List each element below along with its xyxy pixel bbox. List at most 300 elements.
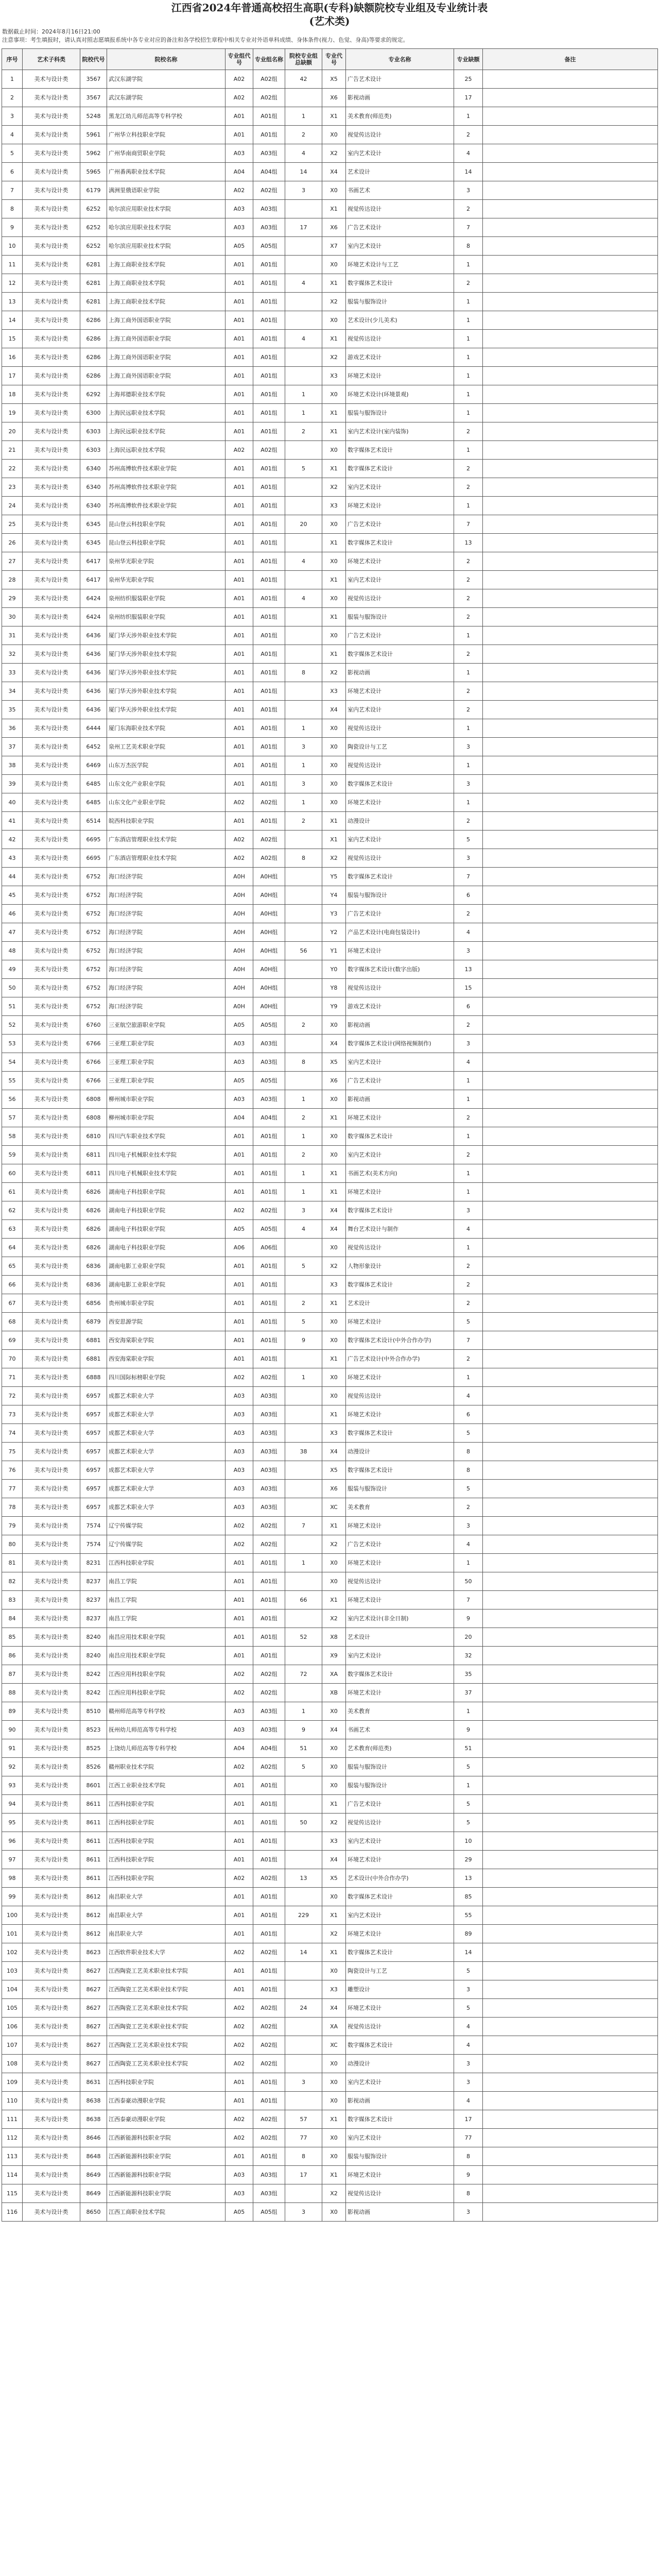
cell-col-art-subcategory: 美术与设计类	[23, 2166, 80, 2184]
cell-col-major-code: X3	[322, 682, 346, 701]
cell-col-school-code: 6808	[80, 1090, 107, 1109]
cell-col-index: 9	[2, 218, 23, 237]
cell-col-major-vacancy: 1	[454, 1239, 483, 1257]
table-row	[2, 126, 658, 144]
cell-col-group-code: A01	[226, 812, 253, 831]
table-row	[2, 979, 658, 997]
cell-col-major-name: 环境艺术设计	[346, 1925, 454, 1943]
cell-col-major-name: 环境艺术设计	[346, 1851, 454, 1869]
cell-col-school-code: 6752	[80, 905, 107, 923]
cell-col-school-name: 皖西科技职业学院	[107, 812, 226, 831]
cell-col-major-code: X2	[322, 478, 346, 497]
cell-col-school-code: 3567	[80, 89, 107, 107]
cell-col-group-vacancy	[285, 293, 322, 311]
cell-col-group-name: A05组	[253, 1220, 285, 1239]
table-row	[2, 1257, 658, 1276]
cell-col-school-code: 8627	[80, 2036, 107, 2055]
cell-col-group-vacancy	[285, 348, 322, 367]
cell-col-group-code: A01	[226, 1795, 253, 1814]
cell-col-school-code: 6281	[80, 274, 107, 293]
cell-col-art-subcategory: 美术与设计类	[23, 1851, 80, 1869]
cell-col-major-name: 数字媒体艺术设计(中外合作办学)	[346, 1331, 454, 1350]
cell-col-group-vacancy: 2	[285, 1294, 322, 1313]
cell-col-art-subcategory: 美术与设计类	[23, 589, 80, 608]
cell-col-major-vacancy: 3	[454, 738, 483, 756]
cell-col-major-name: 服装与服饰设计	[346, 2147, 454, 2166]
cell-col-school-name: 西安思源学院	[107, 1313, 226, 1331]
cell-col-group-code: A01	[226, 1294, 253, 1313]
table-row	[2, 1350, 658, 1368]
cell-col-art-subcategory: 美术与设计类	[23, 404, 80, 422]
cell-col-group-vacancy: 1	[285, 1702, 322, 1721]
cell-col-index: 110	[2, 2092, 23, 2110]
cell-col-group-code: A0H	[226, 960, 253, 979]
cell-col-major-vacancy: 2	[454, 571, 483, 589]
cell-col-art-subcategory: 美术与设计类	[23, 849, 80, 868]
cell-col-group-name: A03组	[253, 200, 285, 218]
cell-col-major-code: X0	[322, 181, 346, 200]
cell-col-school-code: 8523	[80, 1721, 107, 1739]
cell-col-major-name: 雕塑设计	[346, 1980, 454, 1999]
cell-col-major-vacancy: 2	[454, 200, 483, 218]
cell-col-group-name: A01组	[253, 2092, 285, 2110]
cell-col-group-vacancy	[285, 831, 322, 849]
cell-col-group-code: A0H	[226, 942, 253, 960]
table-row	[2, 1313, 658, 1331]
cell-col-group-name: A01组	[253, 571, 285, 589]
cell-col-group-code: A01	[226, 1572, 253, 1591]
table-row	[2, 1109, 658, 1127]
cell-col-group-name: A02组	[253, 793, 285, 812]
cell-col-school-name: 江西新能源科技职业学院	[107, 2184, 226, 2203]
table-row	[2, 1164, 658, 1183]
cell-col-group-vacancy: 3	[285, 2073, 322, 2092]
cell-col-major-code: X3	[322, 1424, 346, 1443]
cell-col-school-code: 7574	[80, 1535, 107, 1554]
table-row	[2, 348, 658, 367]
cell-col-index: 84	[2, 1609, 23, 1628]
table-row	[2, 2184, 658, 2203]
cell-col-remarks	[483, 367, 658, 385]
cell-col-major-name: 广告艺术设计	[346, 70, 454, 89]
cell-col-school-code: 6436	[80, 682, 107, 701]
cell-col-remarks	[483, 181, 658, 200]
cell-col-remarks	[483, 1405, 658, 1424]
cell-col-school-code: 6300	[80, 404, 107, 422]
table-row	[2, 237, 658, 256]
cell-col-group-vacancy: 2	[285, 126, 322, 144]
cell-col-group-name: A01组	[253, 1832, 285, 1851]
cell-col-school-code: 6881	[80, 1350, 107, 1368]
table-row	[2, 1127, 658, 1146]
table-row	[2, 608, 658, 626]
cell-col-group-code: A03	[226, 2166, 253, 2184]
cell-col-group-vacancy: 13	[285, 1869, 322, 1888]
cell-col-index: 88	[2, 1684, 23, 1702]
cell-col-school-code: 8638	[80, 2092, 107, 2110]
cell-col-group-name: A0H组	[253, 942, 285, 960]
cell-col-remarks	[483, 1368, 658, 1387]
cell-col-major-code: X0	[322, 1962, 346, 1980]
cell-col-school-code: 6826	[80, 1201, 107, 1220]
cell-col-group-name: A02组	[253, 1368, 285, 1387]
cell-col-group-name: A01组	[253, 534, 285, 552]
cell-col-major-vacancy: 2	[454, 126, 483, 144]
cell-col-school-name: 上海工商职业技术学院	[107, 256, 226, 274]
table-row	[2, 1869, 658, 1888]
cell-col-art-subcategory: 美术与设计类	[23, 1053, 80, 1072]
table-row	[2, 311, 658, 330]
cell-col-group-code: A02	[226, 1368, 253, 1387]
cell-col-index: 115	[2, 2184, 23, 2203]
cell-col-group-code: A01	[226, 348, 253, 367]
cell-col-school-code: 6811	[80, 1164, 107, 1183]
cell-col-art-subcategory: 美术与设计类	[23, 1276, 80, 1294]
cell-col-group-code: A01	[226, 626, 253, 645]
cell-col-group-code: A02	[226, 1201, 253, 1220]
cell-col-school-name: 三亚理工职业学院	[107, 1035, 226, 1053]
cell-col-group-code: A01	[226, 2147, 253, 2166]
cell-col-major-name: 广告艺术设计	[346, 905, 454, 923]
cell-col-school-name: 泉州工艺美术职业学院	[107, 738, 226, 756]
cell-col-remarks	[483, 1591, 658, 1609]
cell-col-group-code: A01	[226, 293, 253, 311]
cell-col-major-code: X0	[322, 1572, 346, 1591]
cell-col-group-name: A01组	[253, 1276, 285, 1294]
cell-col-major-name: 室内艺术设计	[346, 1053, 454, 1072]
cell-col-school-name: 厦门华天涉外职业技术学院	[107, 682, 226, 701]
cell-col-group-code: A03	[226, 1387, 253, 1405]
cell-col-index: 82	[2, 1572, 23, 1591]
cell-col-school-code: 6752	[80, 960, 107, 979]
cell-col-major-vacancy: 7	[454, 515, 483, 534]
cell-col-major-name: 环境艺术设计与工艺	[346, 256, 454, 274]
cell-col-school-name: 三亚航空旅游职业学院	[107, 1016, 226, 1035]
table-row	[2, 1331, 658, 1350]
cell-col-major-code: XC	[322, 1498, 346, 1517]
cell-col-group-vacancy: 24	[285, 1999, 322, 2018]
cell-col-group-vacancy: 14	[285, 163, 322, 181]
cell-col-school-code: 6810	[80, 1127, 107, 1146]
cell-col-index: 18	[2, 385, 23, 404]
cell-col-index: 39	[2, 775, 23, 793]
cell-col-major-vacancy: 2	[454, 422, 483, 441]
cell-col-group-vacancy	[285, 1387, 322, 1405]
cell-col-school-name: 上海工商外国语职业学院	[107, 311, 226, 330]
cell-col-index: 64	[2, 1239, 23, 1257]
cell-col-art-subcategory: 美术与设计类	[23, 1090, 80, 1109]
cell-col-major-vacancy: 1	[454, 311, 483, 330]
header-col-major-name: 专业名称	[346, 49, 454, 70]
cell-col-index: 91	[2, 1739, 23, 1758]
cell-col-index: 45	[2, 886, 23, 905]
table-row	[2, 2147, 658, 2166]
cell-col-index: 100	[2, 1906, 23, 1925]
cell-col-school-code: 6881	[80, 1331, 107, 1350]
cell-col-school-code: 8240	[80, 1628, 107, 1647]
cell-col-remarks	[483, 1276, 658, 1294]
table-row	[2, 701, 658, 719]
cell-col-major-name: 室内艺术设计	[346, 1647, 454, 1665]
cell-col-group-vacancy: 1	[285, 793, 322, 812]
cell-col-school-code: 8510	[80, 1702, 107, 1721]
cell-col-group-code: A01	[226, 1276, 253, 1294]
cell-col-school-name: 厦门华天涉外职业技术学院	[107, 626, 226, 645]
table-row	[2, 1146, 658, 1164]
cell-col-index: 17	[2, 367, 23, 385]
cell-col-group-name: A01组	[253, 701, 285, 719]
cell-col-major-code: X0	[322, 719, 346, 738]
cell-col-group-name: A02组	[253, 2129, 285, 2147]
cell-col-group-vacancy	[285, 682, 322, 701]
cell-col-group-vacancy: 1	[285, 385, 322, 404]
cell-col-group-vacancy	[285, 1239, 322, 1257]
table-row	[2, 1554, 658, 1572]
cell-col-group-vacancy	[285, 1851, 322, 1869]
cell-col-major-vacancy: 89	[454, 1925, 483, 1943]
cell-col-group-name: A02组	[253, 1758, 285, 1776]
cell-col-group-name: A02组	[253, 181, 285, 200]
cell-col-major-vacancy: 2	[454, 1016, 483, 1035]
cell-col-art-subcategory: 美术与设计类	[23, 163, 80, 181]
cell-col-index: 107	[2, 2036, 23, 2055]
cell-col-art-subcategory: 美术与设计类	[23, 1665, 80, 1684]
cell-col-school-name: 广东酒店管理职业技术学院	[107, 849, 226, 868]
cell-col-major-code: X2	[322, 1925, 346, 1943]
cell-col-school-code: 8649	[80, 2184, 107, 2203]
cell-col-group-name: A01组	[253, 1331, 285, 1350]
cell-col-major-vacancy: 1	[454, 1090, 483, 1109]
cell-col-art-subcategory: 美术与设计类	[23, 460, 80, 478]
cell-col-art-subcategory: 美术与设计类	[23, 1035, 80, 1053]
cell-col-school-name: 江西科技职业学院	[107, 1851, 226, 1869]
cell-col-major-code: X0	[322, 2147, 346, 2166]
cell-col-group-code: A01	[226, 552, 253, 571]
cell-col-major-vacancy: 5	[454, 1795, 483, 1814]
cell-col-group-vacancy: 9	[285, 1721, 322, 1739]
cell-col-major-code: X0	[322, 1313, 346, 1331]
cell-col-art-subcategory: 美术与设计类	[23, 1591, 80, 1609]
cell-col-group-vacancy	[285, 534, 322, 552]
cell-col-group-name: A0H组	[253, 905, 285, 923]
cell-col-group-vacancy	[285, 1535, 322, 1554]
cell-col-art-subcategory: 美术与设计类	[23, 1739, 80, 1758]
cell-col-major-vacancy: 2	[454, 645, 483, 664]
cell-col-index: 54	[2, 1053, 23, 1072]
cell-col-remarks	[483, 89, 658, 107]
table-row	[2, 849, 658, 868]
cell-col-group-name: A01组	[253, 478, 285, 497]
cell-col-major-name: 视觉传达设计	[346, 979, 454, 997]
cell-col-school-code: 8649	[80, 2166, 107, 2184]
cell-col-art-subcategory: 美术与设计类	[23, 1869, 80, 1888]
cell-col-art-subcategory: 美术与设计类	[23, 1368, 80, 1387]
cell-col-index: 108	[2, 2055, 23, 2073]
cell-col-group-code: A0H	[226, 905, 253, 923]
cell-col-major-name: 室内艺术设计	[346, 478, 454, 497]
cell-col-school-code: 5962	[80, 144, 107, 163]
cell-col-major-vacancy: 1	[454, 1554, 483, 1572]
cell-col-group-name: A01组	[253, 126, 285, 144]
cell-col-remarks	[483, 664, 658, 682]
cell-col-school-code: 5248	[80, 107, 107, 126]
cell-col-group-vacancy	[285, 1832, 322, 1851]
cell-col-school-name: 湖南电子科技职业学院	[107, 1220, 226, 1239]
cell-col-major-code: XC	[322, 2036, 346, 2055]
cell-col-group-vacancy: 1	[285, 1090, 322, 1109]
cell-col-major-name: 游戏艺术设计	[346, 997, 454, 1016]
cell-col-group-code: A05	[226, 237, 253, 256]
cell-col-major-name: 室内艺术设计(非全日制)	[346, 1609, 454, 1628]
table-row	[2, 293, 658, 311]
cell-col-group-name: A01组	[253, 460, 285, 478]
cell-col-group-name: A0H组	[253, 868, 285, 886]
cell-col-art-subcategory: 美术与设计类	[23, 905, 80, 923]
cell-col-index: 86	[2, 1647, 23, 1665]
cell-col-major-code: Y3	[322, 905, 346, 923]
table-row	[2, 589, 658, 608]
table-row	[2, 775, 658, 793]
cell-col-group-name: A01组	[253, 1795, 285, 1814]
cell-col-group-vacancy: 4	[285, 144, 322, 163]
cell-col-school-code: 6303	[80, 422, 107, 441]
cell-col-group-vacancy: 4	[285, 1220, 322, 1239]
cell-col-school-code: 8237	[80, 1572, 107, 1591]
cell-col-school-name: 成都艺术职业大学	[107, 1387, 226, 1405]
cell-col-school-name: 海口经济学院	[107, 886, 226, 905]
cell-col-art-subcategory: 美术与设计类	[23, 571, 80, 589]
cell-col-school-code: 6752	[80, 979, 107, 997]
table-row	[2, 534, 658, 552]
cell-col-major-name: 服装与服饰设计	[346, 608, 454, 626]
cell-col-school-name: 上海工商职业技术学院	[107, 293, 226, 311]
cell-col-major-vacancy: 4	[454, 1387, 483, 1405]
cell-col-group-code: A01	[226, 460, 253, 478]
cell-col-major-code: X0	[322, 775, 346, 793]
cell-col-school-name: 江西科技职业学院	[107, 1832, 226, 1851]
header-col-major-code: 专业代号	[322, 49, 346, 70]
cell-col-art-subcategory: 美术与设计类	[23, 2184, 80, 2203]
cell-col-remarks	[483, 2018, 658, 2036]
cell-col-group-name: A01组	[253, 589, 285, 608]
cell-col-group-code: A02	[226, 2055, 253, 2073]
cell-col-group-code: A01	[226, 385, 253, 404]
table-row	[2, 942, 658, 960]
table-row	[2, 1739, 658, 1758]
cell-col-major-name: 视觉传达设计	[346, 1387, 454, 1405]
cell-col-remarks	[483, 1331, 658, 1350]
cell-col-school-name: 上海工商外国语职业学院	[107, 367, 226, 385]
cell-col-remarks	[483, 1962, 658, 1980]
cell-col-art-subcategory: 美术与设计类	[23, 1795, 80, 1814]
cell-col-remarks	[483, 849, 658, 868]
cell-col-group-name: A01组	[253, 1146, 285, 1164]
cell-col-remarks	[483, 1387, 658, 1405]
cell-col-group-name: A02组	[253, 2018, 285, 2036]
cell-col-major-vacancy: 3	[454, 2073, 483, 2092]
cell-col-major-vacancy: 2	[454, 1350, 483, 1368]
cell-col-major-vacancy: 1	[454, 1368, 483, 1387]
cell-col-art-subcategory: 美术与设计类	[23, 1628, 80, 1647]
cell-col-group-name: A03组	[253, 1387, 285, 1405]
cell-col-school-code: 6424	[80, 589, 107, 608]
table-row	[2, 218, 658, 237]
cell-col-major-code: Y1	[322, 942, 346, 960]
cell-col-index: 25	[2, 515, 23, 534]
cell-col-index: 11	[2, 256, 23, 274]
cell-col-major-vacancy: 4	[454, 144, 483, 163]
cell-col-school-code: 6957	[80, 1424, 107, 1443]
cell-col-group-code: A01	[226, 1350, 253, 1368]
cell-col-index: 16	[2, 348, 23, 367]
cell-col-remarks	[483, 1239, 658, 1257]
cell-col-art-subcategory: 美术与设计类	[23, 1554, 80, 1572]
table-row	[2, 274, 658, 293]
cell-col-remarks	[483, 1164, 658, 1183]
cell-col-major-code: X1	[322, 831, 346, 849]
cell-col-group-name: A01组	[253, 1906, 285, 1925]
cell-col-major-name: 艺术设计	[346, 1628, 454, 1647]
cell-col-art-subcategory: 美术与设计类	[23, 1609, 80, 1628]
cell-col-major-code: X0	[322, 1368, 346, 1387]
cell-col-major-code: X4	[322, 1851, 346, 1869]
cell-col-major-code: X0	[322, 1554, 346, 1572]
cell-col-art-subcategory: 美术与设计类	[23, 1572, 80, 1591]
cell-col-school-name: 抚州幼儿师范高等专科学校	[107, 1721, 226, 1739]
cell-col-group-name: A01组	[253, 293, 285, 311]
cell-col-art-subcategory: 美术与设计类	[23, 979, 80, 997]
cell-col-index: 44	[2, 868, 23, 886]
cell-col-major-name: 数字媒体艺术设计	[346, 1943, 454, 1962]
cell-col-major-name: 环境艺术设计	[346, 682, 454, 701]
cell-col-school-code: 8242	[80, 1684, 107, 1702]
cell-col-major-vacancy: 5	[454, 1313, 483, 1331]
cell-col-major-code: X1	[322, 534, 346, 552]
table-row	[2, 1498, 658, 1517]
cell-col-school-name: 海口经济学院	[107, 923, 226, 942]
cell-col-index: 37	[2, 738, 23, 756]
cell-col-group-code: A01	[226, 1776, 253, 1795]
cell-col-group-code: A01	[226, 775, 253, 793]
cell-col-index: 94	[2, 1795, 23, 1814]
cell-col-major-name: 环境艺术设计	[346, 497, 454, 515]
cell-col-group-name: A02组	[253, 1943, 285, 1962]
cell-col-remarks	[483, 293, 658, 311]
cell-col-index: 72	[2, 1387, 23, 1405]
cell-col-remarks	[483, 311, 658, 330]
cell-col-major-vacancy: 14	[454, 1943, 483, 1962]
cell-col-index: 70	[2, 1350, 23, 1368]
table-row	[2, 1424, 658, 1443]
cell-col-index: 38	[2, 756, 23, 775]
cell-col-group-code: A01	[226, 1591, 253, 1609]
cell-col-remarks	[483, 608, 658, 626]
cell-col-major-vacancy: 6	[454, 997, 483, 1016]
cell-col-major-code: X0	[322, 2129, 346, 2147]
cell-col-major-code: X1	[322, 1183, 346, 1201]
cell-col-school-code: 8611	[80, 1795, 107, 1814]
cell-col-school-name: 江西新能源科技职业学院	[107, 2129, 226, 2147]
cell-col-school-code: 6436	[80, 645, 107, 664]
cell-col-school-code: 6179	[80, 181, 107, 200]
cell-col-index: 113	[2, 2147, 23, 2166]
cell-col-group-name: A03组	[253, 2184, 285, 2203]
cell-col-index: 33	[2, 664, 23, 682]
table-row	[2, 256, 658, 274]
cell-col-art-subcategory: 美术与设计类	[23, 1239, 80, 1257]
cell-col-major-code: X0	[322, 515, 346, 534]
cell-col-major-code: X0	[322, 1776, 346, 1795]
